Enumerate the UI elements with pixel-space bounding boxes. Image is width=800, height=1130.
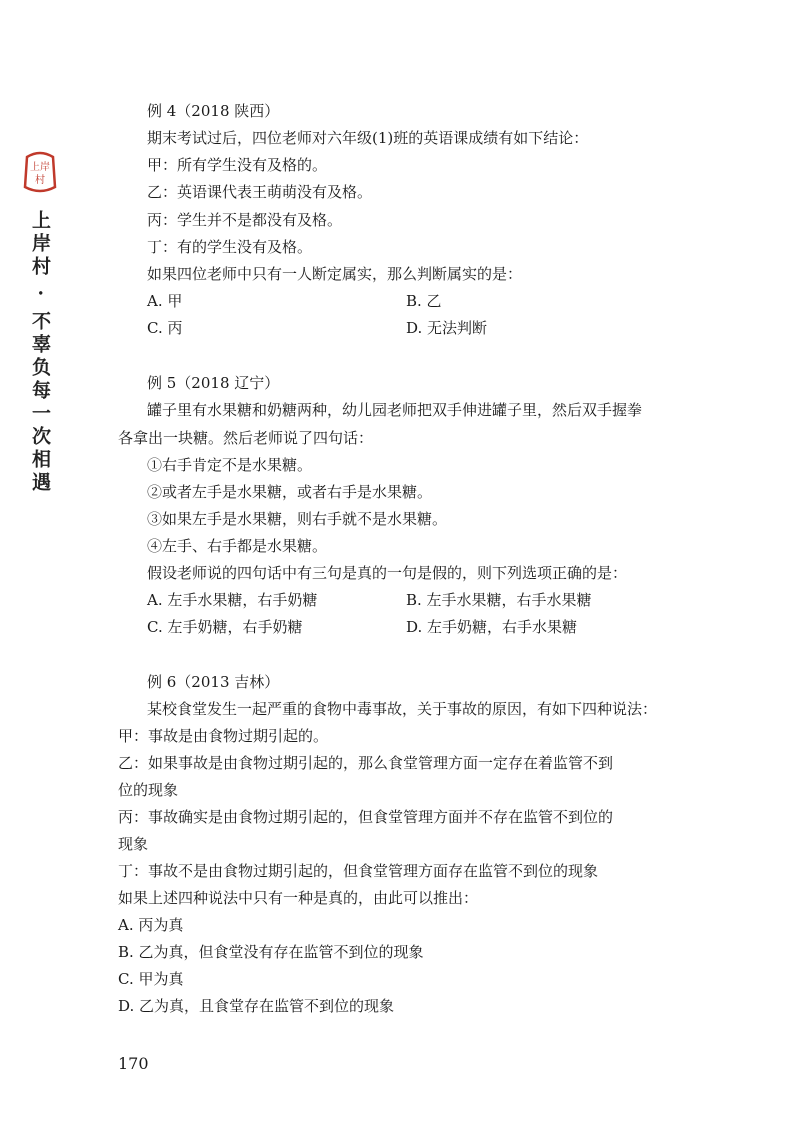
example-6-heading: 例 6（2013 吉林） [147, 673, 280, 691]
example-6-line: 如果上述四种说法中只有一种是真的，由此可以推出： [118, 889, 479, 907]
example-4-option-b: B. 乙 [406, 292, 442, 310]
svg-text:村: 村 [35, 175, 45, 186]
example-4-heading: 例 4（2018 陕西） [147, 102, 280, 120]
example-6-line: 现象 [118, 835, 149, 853]
example-5-line: 各拿出一块糖。然后老师说了四句话： [118, 429, 374, 447]
example-4-option-c: C. 丙 [147, 319, 183, 337]
example-6-line: 丙：事故确实是由食物过期引起的，但食堂管理方面并不存在监管不到位的 [118, 808, 614, 826]
example-4-option-d: D. 无法判断 [406, 319, 488, 337]
example-6-line: 位的现象 [118, 781, 179, 799]
example-6-line: 某校食堂发生一起严重的食物中毒事故，关于事故的原因，有如下四种说法： [147, 700, 658, 718]
example-5-line: 假设老师说的四句话中有三句是真的一句是假的，则下列选项正确的是： [147, 564, 628, 582]
page-number: 170 [118, 1054, 149, 1073]
example-5-line: 罐子里有水果糖和奶糖两种，幼儿园老师把双手伸进罐子里，然后双手握拳 [147, 401, 643, 419]
example-4-line: 丁：有的学生没有及格。 [147, 238, 313, 256]
side-seal-logo [21, 151, 59, 195]
example-6-line: 丁：事故不是由食物过期引起的，但食堂管理方面存在监管不到位的现象 [118, 862, 599, 880]
svg-text:上岸: 上岸 [30, 162, 50, 173]
example-4-line: 如果四位老师中只有一人断定属实，那么判断属实的是： [147, 265, 523, 283]
example-5-option-a: A. 左手水果糖，右手奶糖 [147, 591, 318, 609]
example-5-line: ④左手、右手都是水果糖。 [147, 537, 328, 555]
example-4-line: 期末考试过后，四位老师对六年级(1)班的英语课成绩有如下结论： [147, 129, 589, 147]
example-6-option-d: D. 乙为真，且食堂存在监管不到位的现象 [118, 997, 395, 1015]
example-5-line: ③如果左手是水果糖，则右手就不是水果糖。 [147, 510, 448, 528]
example-5-option-c: C. 左手奶糖，右手奶糖 [147, 618, 303, 636]
example-5-line: ②或者左手是水果糖，或者右手是水果糖。 [147, 483, 433, 501]
example-4-line: 丙：学生并不是都没有及格。 [147, 211, 343, 229]
side-slogan: 上岸村 · 不辜负每一次相遇 [29, 210, 51, 495]
example-5-option-b: B. 左手水果糖，右手水果糖 [406, 591, 592, 609]
example-6-option-c: C. 甲为真 [118, 970, 184, 988]
example-5-line: ①右手肯定不是水果糖。 [147, 456, 313, 474]
example-4-line: 乙：英语课代表王萌萌没有及格。 [147, 183, 373, 201]
example-6-option-b: B. 乙为真，但食堂没有存在监管不到位的现象 [118, 943, 424, 961]
example-4-option-a: A. 甲 [147, 292, 183, 310]
example-6-option-a: A. 丙为真 [118, 916, 184, 934]
example-6-line: 甲：事故是由食物过期引起的。 [118, 727, 329, 745]
example-6-line: 乙：如果事故是由食物过期引起的，那么食堂管理方面一定存在着监管不到 [118, 754, 614, 772]
example-5-option-d: D. 左手奶糖，右手水果糖 [406, 618, 578, 636]
example-4-line: 甲：所有学生没有及格的。 [147, 156, 328, 174]
example-5-heading: 例 5（2018 辽宁） [147, 374, 280, 392]
